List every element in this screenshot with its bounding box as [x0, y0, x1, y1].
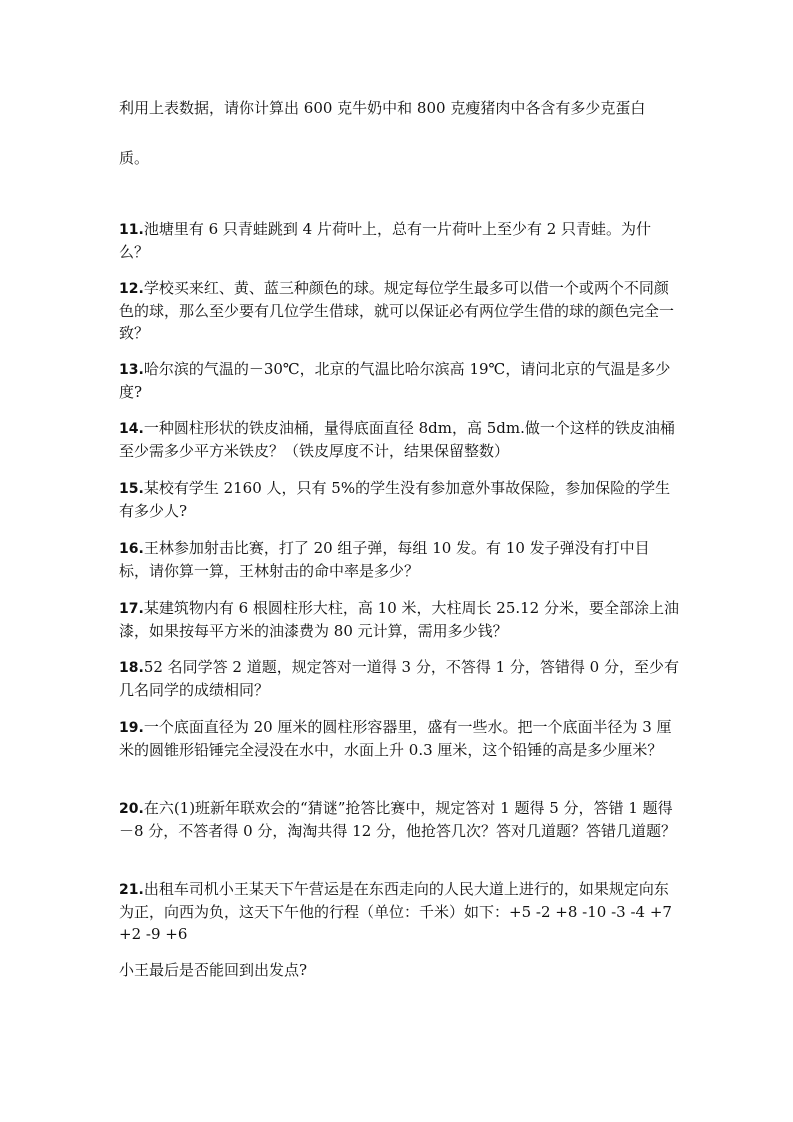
question-text: 哈尔滨的气温的－30℃，北京的气温比哈尔滨高 19℃，请问北京的气温是多少度?	[119, 360, 671, 401]
question-12	[119, 277, 679, 344]
closing-question: 小王最后是否能回到出发点?	[119, 961, 308, 979]
question-15	[119, 477, 679, 522]
question-number: 12.	[119, 281, 144, 297]
question-text: 在六(1)班新年联欢会的“猜谜”抢答比赛中，规定答对 1 题得 5 分，答错 1 题得－8 分，不答者得 0 分，淘淘共得 12 分，他抢答几次？答对几道题？答错几道题？	[119, 799, 677, 840]
question-17	[119, 597, 679, 642]
question-text: 52 名同学答 2 道题，规定答对一道得 3 分，不答得 1 分，答错得 0 分，至少有几名同学的成绩相同？	[119, 658, 679, 699]
intro-line-1: 利用上表数据，请你计算出 600 克牛奶中和 800 克瘦猪肉中各含有多少克蛋白	[119, 99, 646, 117]
question-14	[119, 417, 679, 462]
question-number: 18.	[119, 660, 144, 676]
question-16	[119, 537, 679, 582]
question-text: 出租车司机小王某天下午营运是在东西走向的人民大道上进行的，如果规定向东为正，向西为负，这天下午他的行程（单位：千米）如下：+5 -2 +8 -10 -3 -4 +7 +2 -9 +6	[119, 880, 672, 943]
question-number: 14.	[119, 421, 144, 437]
question-11	[119, 218, 679, 263]
question-text: 池塘里有 6 只青蛙跳到 4 片荷叶上，总有一片荷叶上至少有 2 只青蛙。为什么？	[119, 220, 652, 261]
question-number: 17.	[119, 601, 144, 617]
question-19	[119, 716, 679, 761]
question-number: 19.	[119, 720, 144, 736]
question-number: 16.	[119, 541, 144, 557]
intro-line-2: 质。	[119, 149, 150, 167]
question-text: 王林参加射击比赛，打了 20 组子弹，每组 10 发。有 10 发子弹没有打中目标，请你算一算，王林射击的命中率是多少？	[119, 539, 650, 580]
question-text: 一个底面直径为 20 厘米的圆柱形容器里，盛有一些水。把一个底面半径为 3 厘米的圆锥形铅锤完全浸没在水中，水面上升 0.3 厘米，这个铅锤的高是多少厘米？	[119, 718, 672, 759]
question-text: 学校买来红、黄、蓝三种颜色的球。规定每位学生最多可以借一个或两个不同颜色的球，那么至少要有几位学生借球，就可以保证必有两位学生借的球的颜色完全一致？	[119, 279, 675, 342]
question-number: 20.	[119, 801, 144, 817]
question-number: 13.	[119, 362, 144, 378]
question-text: 一种圆柱形状的铁皮油桶，量得底面直径 8dm，高 5dm.做一个这样的铁皮油桶至少需多少平方米铁皮？（铁皮厚度不计，结果保留整数）	[119, 419, 675, 460]
question-20	[119, 797, 679, 842]
question-number: 15.	[119, 481, 144, 497]
question-number: 21.	[119, 882, 144, 898]
question-text: 某建筑物内有 6 根圆柱形大柱，高 10 米，大柱周长 25.12 分米，要全部涂上油漆，如果按每平方米的油漆费为 80 元计算，需用多少钱？	[119, 599, 679, 640]
question-13	[119, 358, 679, 403]
question-21	[119, 878, 679, 945]
question-number: 11.	[119, 222, 144, 238]
question-text: 某校有学生 2160 人，只有 5%的学生没有参加意外事故保险，参加保险的学生有多少人?	[119, 479, 671, 520]
question-18	[119, 656, 679, 701]
